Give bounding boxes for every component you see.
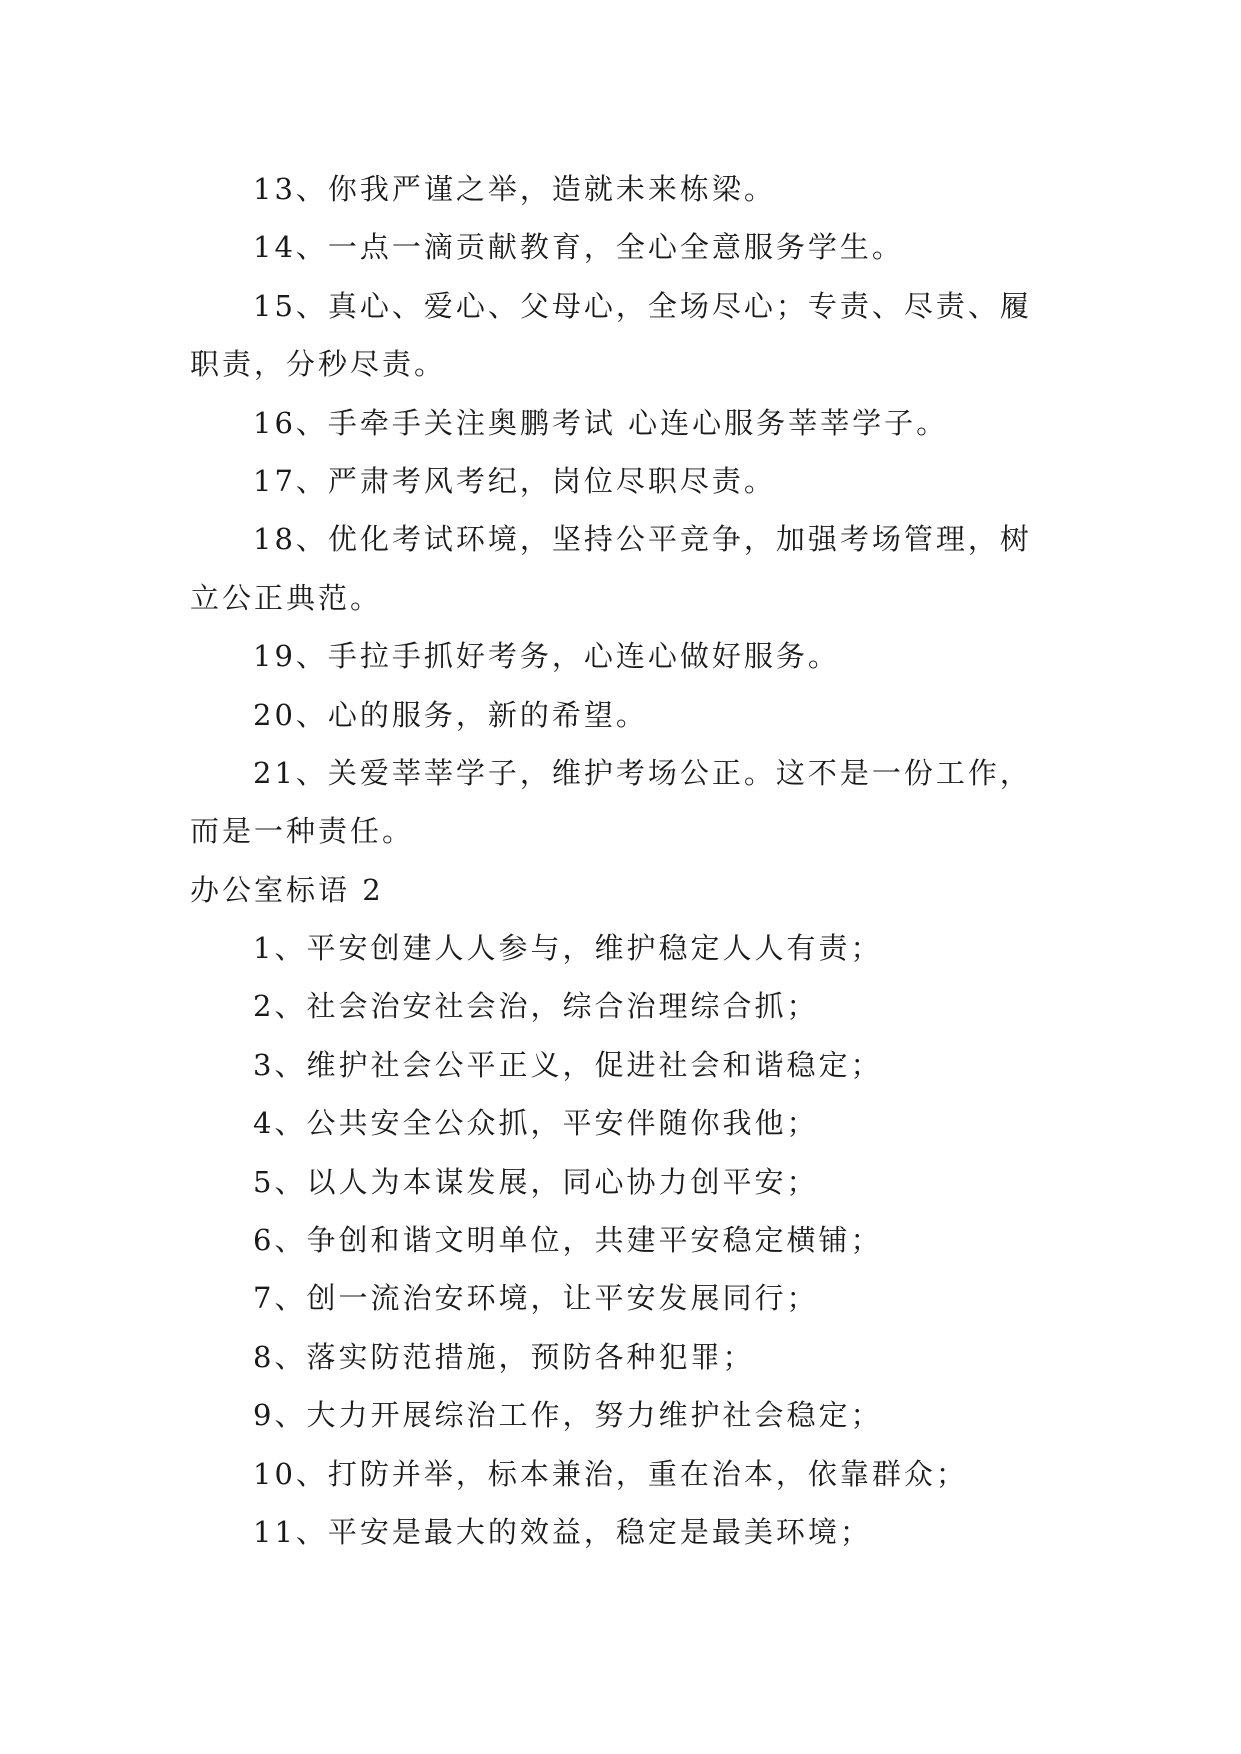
section-heading: 办公室标语 2 [190, 872, 384, 907]
slogan-18-continued: 立公正典范。 [190, 580, 383, 615]
slogan-5: 5、以人为本谋发展，同心协力创平安； [253, 1164, 819, 1199]
slogan-16: 16、手牵手关注奥鹏考试 心连心服务莘莘学子。 [253, 405, 949, 440]
slogan-14: 14、一点一滴贡献教育，全心全意服务学生。 [253, 230, 904, 265]
slogan-17: 17、严肃考风考纪，岗位尽职尽责。 [253, 463, 776, 498]
slogan-9: 9、大力开展综治工作，努力维护社会稳定； [253, 1398, 883, 1433]
slogan-11: 11、平安是最大的效益，稳定是最美环境； [253, 1514, 872, 1549]
slogan-21: 21、关爱莘莘学子，维护考场公正。这不是一份工作， [253, 755, 1032, 790]
slogan-19: 19、手拉手抓好考务，心连心做好服务。 [253, 639, 840, 674]
slogan-6: 6、争创和谐文明单位，共建平安稳定横铺； [253, 1223, 883, 1258]
slogan-15: 15、真心、爱心、父母心，全场尽心；专责、尽责、履 [253, 288, 1032, 323]
slogan-7: 7、创一流治安环境，让平安发展同行； [253, 1281, 819, 1316]
slogan-1: 1、平安创建人人参与，维护稳定人人有责； [253, 931, 883, 966]
slogan-10: 10、打防并举，标本兼治，重在治本，依靠群众； [253, 1456, 968, 1491]
slogan-18: 18、优化考试环境，坚持公平竞争，加强考场管理，树 [253, 522, 1032, 557]
slogan-13: 13、你我严谨之举，造就未来栋梁。 [253, 172, 776, 206]
slogan-15-continued: 职责，分秒尽责。 [190, 347, 447, 382]
slogan-3: 3、维护社会公平正义，促进社会和谐稳定； [253, 1047, 883, 1082]
document-body [190, 160, 1070, 1561]
slogan-20: 20、心的服务，新的希望。 [253, 697, 648, 732]
slogan-21-continued: 而是一种责任。 [190, 814, 415, 849]
slogan-8: 8、落实防范措施，预防各种犯罪； [253, 1339, 755, 1374]
slogan-2: 2、社会治安社会治，综合治理综合抓； [253, 989, 819, 1024]
slogan-4: 4、公共安全公众抓，平安伴随你我他； [253, 1106, 819, 1141]
